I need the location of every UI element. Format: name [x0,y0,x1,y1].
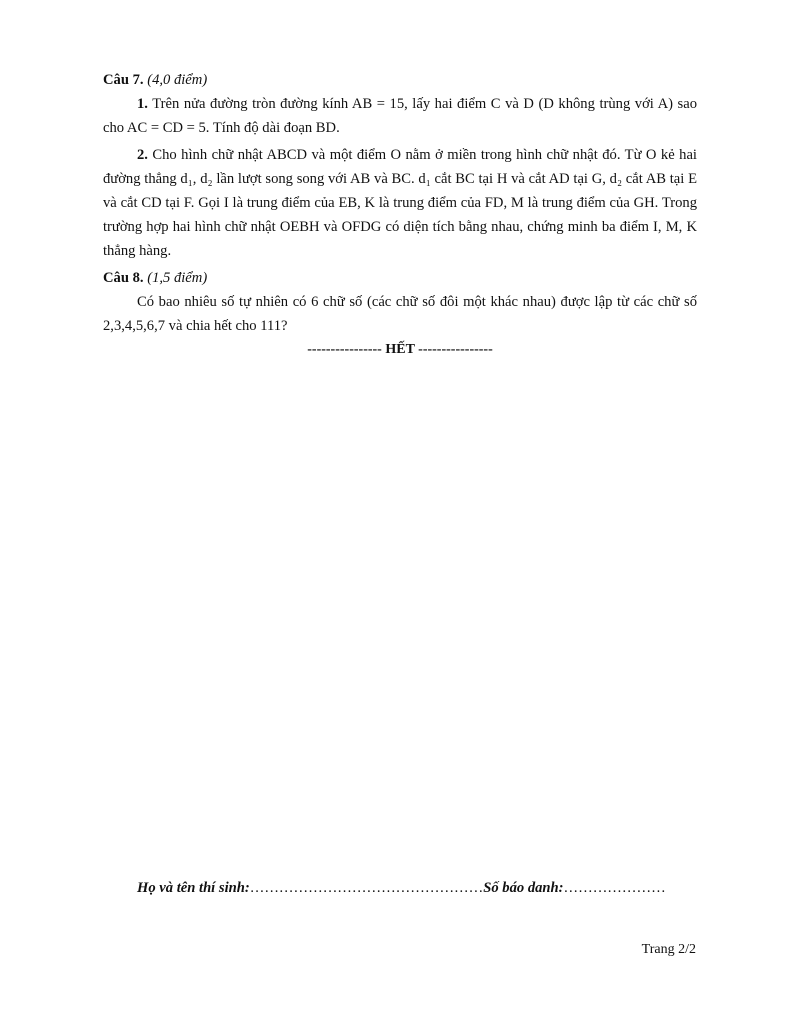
question-8-label: Câu 8. [103,270,144,286]
candidate-name-label: Họ và tên thí sinh: [137,880,250,896]
question-8-points: (1,5 điểm) [147,270,208,286]
page-number: Trang 2/2 [641,942,696,957]
question-7-label: Câu 7. [103,72,144,88]
question-7-part-1 [103,92,697,140]
end-marker: ---------------- HẾT ---------------- [307,342,493,357]
part-1-text: Trên nửa đường tròn đường kính AB = 15, lấy hai điểm C và D (D không trùng với A) sao cho AC = CD = 5. Tính độ dài đoạn BD. [103,96,698,136]
part-1-label: 1. [137,96,148,112]
part-2-label: 2. [137,147,148,163]
candidate-id-dots: ………………… [563,880,666,896]
candidate-name-dots: ………………………………………… [249,880,484,896]
part-2-text: Cho hình chữ nhật ABCD và một điểm O nằm ở miền trong hình chữ nhật đó. Từ O kẻ hai đường thẳng d₁, d₂ lần lượt song song với AB và BC. d₁ cắt BC tại H và cắt AD tại G, d₂ cắt AB tại E và cắt CD tại F. Gọi I là trung điểm của EB, K là trung điểm của FD, M là trung điểm của GH. Trong trường hợp hai hình chữ nhật OEBH và OFDG có diện tích bằng nhau, chứng minh ba điểm I, M, K thẳng hàng. [103,147,697,259]
candidate-info-line [137,880,666,897]
question-8-text: Có bao nhiêu số tự nhiên có 6 chữ số (các chữ số đôi một khác nhau) được lập từ các chữ số 2,3,4,5,6,7 và chia hết cho 111? [103,294,697,334]
question-7-heading [103,68,697,92]
candidate-id-label: Số báo danh: [483,880,564,896]
question-7-points: (4,0 điểm) [147,72,208,88]
question-8-heading [103,266,697,290]
question-7-part-2 [103,143,697,263]
exam-page [103,68,697,362]
